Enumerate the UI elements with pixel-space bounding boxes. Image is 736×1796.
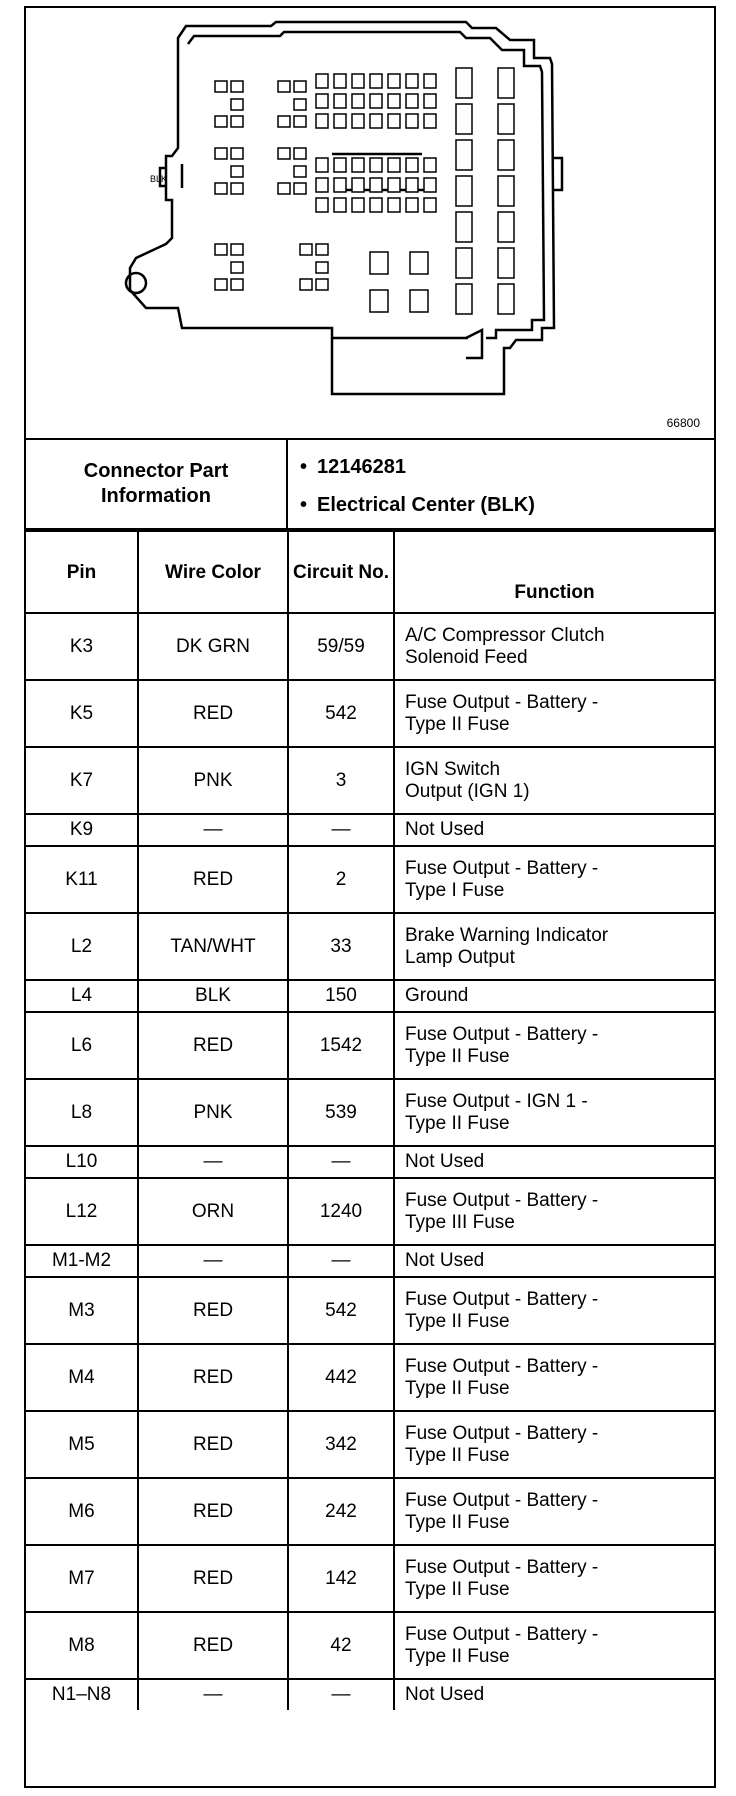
table-row [26,1245,714,1277]
function-cell [394,1146,714,1178]
function-line-2: Type II Fuse [405,1578,510,1600]
function-cell [394,747,714,814]
wire-color-cell: — [138,1146,288,1178]
wire-color-cell: TAN/WHT [138,913,288,980]
circuit-cell: 150 [288,980,394,1012]
circuit-cell: 42 [288,1612,394,1679]
function-cell [394,846,714,913]
pin-cell: L12 [26,1178,138,1245]
function-line-1: Brake Warning Indicator [405,924,609,946]
function-cell [394,613,714,680]
function-line-1: Fuse Output - Battery - [405,1623,599,1645]
shell-color-label: BLK [150,174,168,184]
circuit-cell: — [288,814,394,846]
pin-cell: M3 [26,1277,138,1344]
table-row [26,1612,714,1679]
pin-cell: L2 [26,913,138,980]
pin-cell: K9 [26,814,138,846]
pinout-table [26,530,714,1710]
figure-id: 66800 [666,416,700,430]
function-line-1: Fuse Output - Battery - [405,1489,599,1511]
function-line-1: Fuse Output - Battery - [405,1556,599,1578]
circuit-cell: 33 [288,913,394,980]
circuit-cell: 539 [288,1079,394,1146]
function-line-1: A/C Compressor Clutch [405,624,605,646]
function-cell [394,1079,714,1146]
table-row [26,913,714,980]
function-line-1: Ground [405,985,469,1006]
function-cell [394,814,714,846]
pin-cell: M1-M2 [26,1245,138,1277]
table-row [26,1411,714,1478]
wire-color-cell: — [138,1679,288,1710]
function-line-1: Fuse Output - Battery - [405,857,599,879]
function-cell [394,1612,714,1679]
circuit-cell: — [288,1146,394,1178]
pin-cell: K7 [26,747,138,814]
pin-cell: K5 [26,680,138,747]
wire-color-cell: RED [138,680,288,747]
connector-diagram [26,8,714,440]
function-cell [394,1411,714,1478]
function-line-1: IGN Switch [405,758,501,780]
table-row [26,1146,714,1178]
pin-cell: L8 [26,1079,138,1146]
table-row [26,1478,714,1545]
header-circuit: Circuit No. [288,531,394,613]
function-line-1: Not Used [405,1151,485,1172]
pin-cell: M5 [26,1411,138,1478]
function-line-1: Not Used [405,819,485,840]
table-row [26,1344,714,1411]
wire-color-cell: RED [138,1411,288,1478]
table-row [26,814,714,846]
circuit-cell: — [288,1245,394,1277]
circuit-cell: 142 [288,1545,394,1612]
pin-cell: M8 [26,1612,138,1679]
table-row [26,980,714,1012]
header-wire-color: Wire Color [138,531,288,613]
connector-info-list [300,448,535,524]
circuit-cell: 242 [288,1478,394,1545]
pin-cell: N1–N8 [26,1679,138,1710]
wire-color-cell: RED [138,1012,288,1079]
function-line-2: Type II Fuse [405,1310,510,1332]
function-line-2: Solenoid Feed [405,646,528,668]
wire-color-cell: RED [138,1478,288,1545]
function-cell [394,1245,714,1277]
pin-cell: K11 [26,846,138,913]
function-cell [394,1344,714,1411]
function-line-1: Fuse Output - Battery - [405,1355,599,1377]
circuit-cell: 1240 [288,1178,394,1245]
pin-cell: L10 [26,1146,138,1178]
function-line-1: Not Used [405,1250,485,1271]
table-row [26,1277,714,1344]
wire-color-cell: RED [138,1545,288,1612]
function-line-2: Type III Fuse [405,1211,515,1233]
wire-color-cell: RED [138,1612,288,1679]
function-line-2: Type II Fuse [405,713,510,735]
table-row [26,613,714,680]
circuit-cell: 542 [288,680,394,747]
circuit-cell: 342 [288,1411,394,1478]
pin-cell: L4 [26,980,138,1012]
table-row [26,1012,714,1079]
function-line-2: Type II Fuse [405,1511,510,1533]
connector-outline [26,8,714,440]
function-line-2: Type I Fuse [405,879,505,901]
wire-color-cell: RED [138,1344,288,1411]
wire-color-cell: ORN [138,1178,288,1245]
function-line-1: Not Used [405,1684,485,1705]
function-line-1: Fuse Output - Battery - [405,1023,599,1045]
wire-color-cell: — [138,1245,288,1277]
pin-cell: M7 [26,1545,138,1612]
connector-sheet [24,6,716,1788]
function-cell [394,913,714,980]
circuit-cell: — [288,1679,394,1710]
function-line-2: Lamp Output [405,946,515,968]
function-cell [394,980,714,1012]
connector-info [26,440,714,530]
table-row [26,747,714,814]
table-row [26,846,714,913]
table-row [26,1545,714,1612]
function-cell [394,1277,714,1344]
circuit-cell: 3 [288,747,394,814]
function-line-1: Fuse Output - Battery - [405,1189,599,1211]
function-cell [394,1679,714,1710]
circuit-cell: 542 [288,1277,394,1344]
table-row [26,1079,714,1146]
part-number: • 12146281 [300,448,535,486]
function-line-2: Type II Fuse [405,1645,510,1667]
function-line-2: Type II Fuse [405,1112,510,1134]
wire-color-cell: — [138,814,288,846]
wire-color-cell: PNK [138,1079,288,1146]
circuit-cell: 2 [288,846,394,913]
function-cell [394,1178,714,1245]
table-row [26,680,714,747]
wire-color-cell: RED [138,1277,288,1344]
function-cell [394,680,714,747]
table-row [26,1679,714,1710]
function-line-1: Fuse Output - Battery - [405,691,599,713]
pin-cell: M4 [26,1344,138,1411]
function-line-2: Type II Fuse [405,1045,510,1067]
wire-color-cell: RED [138,846,288,913]
table-row [26,1178,714,1245]
function-line-1: Fuse Output - Battery - [405,1422,599,1444]
function-cell [394,1545,714,1612]
wire-color-cell: BLK [138,980,288,1012]
connector-description: • Electrical Center (BLK) [300,486,535,524]
pin-cell: K3 [26,613,138,680]
circuit-cell: 59/59 [288,613,394,680]
wire-color-cell: DK GRN [138,613,288,680]
function-line-1: Fuse Output - IGN 1 - [405,1090,588,1112]
function-line-2: Type II Fuse [405,1377,510,1399]
pin-cell: M6 [26,1478,138,1545]
function-cell [394,1478,714,1545]
pin-cell: L6 [26,1012,138,1079]
function-line-2: Output (IGN 1) [405,780,530,802]
wire-color-cell: PNK [138,747,288,814]
header-pin: Pin [26,531,138,613]
header-function: Function [394,531,714,613]
circuit-cell: 442 [288,1344,394,1411]
function-cell [394,1012,714,1079]
connector-info-label: Connector Part Information [26,440,288,528]
function-line-1: Fuse Output - Battery - [405,1288,599,1310]
circuit-cell: 1542 [288,1012,394,1079]
function-line-2: Type II Fuse [405,1444,510,1466]
